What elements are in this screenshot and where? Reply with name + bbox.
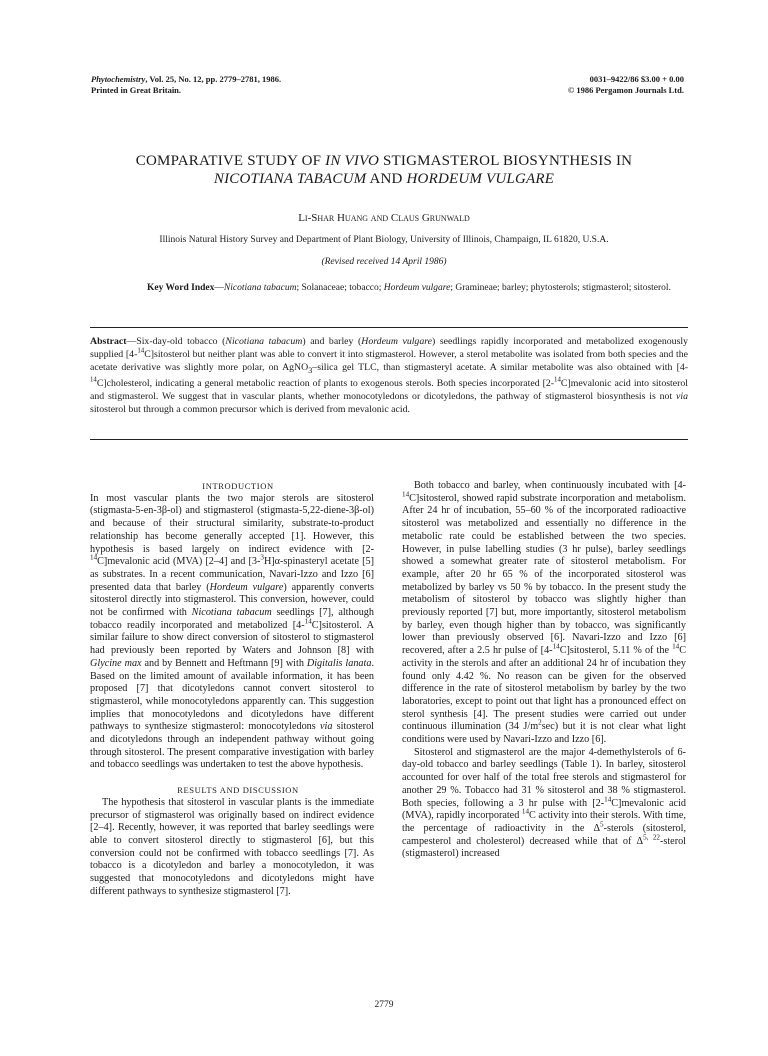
copyright-line: © 1986 Pergamon Journals Ltd.	[567, 84, 684, 95]
printed-line: Printed in Great Britain.	[91, 84, 182, 95]
author-line: Li-Shar Huang and Claus Grunwald	[298, 212, 470, 224]
keyword-index: Key Word Index—Nicotiana tabacum; Solanaceae; tobacco; Hordeum vulgare; Gramineae; barley; phytosterols; stigmasterol; sitosterol.	[147, 283, 671, 293]
title-line-1: COMPARATIVE STUDY OF IN VIVO STIGMASTEROL BIOSYNTHESIS IN	[135, 153, 633, 169]
left-column	[90, 480, 374, 899]
introduction-heading: INTRODUCTION	[202, 481, 274, 491]
title-line-2: NICOTIANA TABACUM AND HORDEUM VULGARE	[213, 171, 555, 187]
abstract: Abstract—Six-day-old tobacco (Nicotiana tabacum) and barley (Hordeum vulgare) seedlings rapidly incorporated and metabolized exogenously supplied [4-$^{14}$C]sitosterol but neither plant was able to convert it into stigmasterol. However, a sterol metabolite was isolated from both species and the acetate derivative was slightly more polar, on AgNO$_3$–silica gel TLC, than stigmasteryl acetate. A similar metabolite was also obtained with [4-$^{14}$C]cholesterol, indicating a general metabolic reaction of plants to exogenous sterols. Both species incorporated [2-$^{14}$C]mevalonic acid into sitosterol and stigmasterol. We suggest that in vascular plants, whether monocotyledons or dicotyledons, the pathway of stigmasterol biosynthesis is not via sitosterol but through a common precursor which is derived from mevalonic acid.	[90, 336, 689, 415]
price-code: 0031–9422/86 $3.00 + 0.00	[589, 74, 684, 84]
revised-date: (Revised received 14 April 1986)	[321, 257, 447, 267]
right-column	[402, 480, 686, 861]
abstract-top-rule	[90, 327, 688, 328]
page-number: 2779	[374, 1000, 394, 1010]
introduction-paragraph: In most vascular plants the two major sterols are sitosterol (stigmasta-5-en-3β-ol) and stigmasterol (stigmasta-5,22-diene-3β-ol) and because of their structural similarity, substrate-to-product relationship has become generally accepted [1]. However, this hypothesis is based largely on indirect evidence with [2-$^{14}$C]mevalonic acid (MVA) [2–4] and [3-$^3$H]α-spinasteryl acetate [5] as substrates. In a recent communication, Navari-Izzo and Izzo [6] presented data that barley (Hordeum vulgare) apparently converts sitosterol directly into stigmasterol. This conversion, however, could not be confirmed with Nicotiana tabacum seedlings [7], although tobacco readily incorporated and metabolized [4-$^{14}$C]sitosterol. A similar failure to show direct conversion of sitosterol to stigmasterol had previously been reported by Waters and Johnson [8] with Glycine max and by Bennett and Heftmann [9] with Digitalis lanata. Based on the limited amount of available information, it has been proposed [7] that dicotyledons cannot convert sitosterol to stigmasterol, while monocotyledons apparently can. This suggestion implies that monocotyledons and dicotyledons have different pathways to synthesize stigmasterol: monocotyledons via sitosterol and dicotyledons through an independent pathway without going through sitosterol. The present comparative investigation with barley and tobacco seedlings was undertaken to test the above hypothesis.	[90, 492, 375, 771]
results-paragraph-1: The hypothesis that sitosterol in vascular plants is the immediate precursor of stigmasterol was originally based on indirect evidence [2–4]. Recently, however, it was reported that barley seedlings were able to convert sitosterol directly to stigmasterol [6], but this conversion could not be confirmed with tobacco seedlings [7]. As tobacco is a dicotyledon and barley a monocotyledon, it was suggested that monocotyledons and dicotyledons might have different pathways to synthesize stigmasterol [7].	[90, 796, 374, 897]
results-paragraph-3: Sitosterol and stigmasterol are the major 4-demethylsterols of 6-day-old tobacco and barley seedlings (Table 1). In barley, sitosterol accounted for over half of the total free sterols and stigmasterol for another 29 %. Tobacco had 31 % sitosterol and 38 % stigmasterol. Both species, following a 3 hr pulse with [2-$^{14}$C]mevalonic acid (MVA), rapidly incorporated $^{14}$C activity into their sterols. With time, the percentage of radioactivity in the $\Delta^5$-sterols (sitosterol, campesterol and cholesterol) decreased while that of Δ$^{5, 22}$-sterol (stigmasterol) increased	[402, 746, 687, 860]
paper-title	[60, 152, 708, 188]
running-header-right	[568, 74, 684, 95]
results-paragraph-2: Both tobacco and barley, when continuously incubated with [4-$^{14}$C]sitosterol, showed rapid substrate incorporation and metabolism. After 24 hr of incubation, 55–60 % of the incorporated radioactive sitosterol was metabolized and essentially no difference in the metabolic rate could be established between the two species. However, in pulse labelling studies (3 hr pulse), barley seedlings showed a somewhat greater rate of sitosterol metabolism. For example, after 20 hr 65 % of the incorporated sitosterol was metabolized by barley vs 50 % by tobacco. In the present study the metabolism of sitosterol by tobacco was slightly higher than previously reported [7] but, more importantly, sitosterol metabolism by barley, even though higher than by tobacco, was significantly lower than previously observed [6]. Navari-Izzo and Izzo [6] recovered, after a 2.5 hr pulse of [4-$^{14}$C]sitosterol, 5.11 % of the $^{14}$C activity in the sterols and after an additional 24 hr of incubation they found only 4.42 %. No reason can be given for the observed difference in the rate of sitosterol metabolism by barley by the two laboratories, except to point out that light has a pronounced effect on sterol synthesis [4]. The present studies were carried out under continuous illumination (34 $J/m^2\sec$) but it is not clear what light conditions were used by Navari-Izzo and Izzo [6].	[402, 480, 686, 746]
affiliation: Illinois Natural History Survey and Department of Plant Biology, University of Illinois, Champaign, IL 61820, U.S.A.	[159, 235, 609, 245]
journal-citation: Phytochemistry, Vol. 25, No. 12, pp. 2779–2781, 1986.	[91, 74, 282, 84]
abstract-bottom-rule	[90, 439, 688, 440]
running-header-left	[91, 74, 281, 95]
results-heading: RESULTS AND DISCUSSION	[177, 785, 299, 796]
